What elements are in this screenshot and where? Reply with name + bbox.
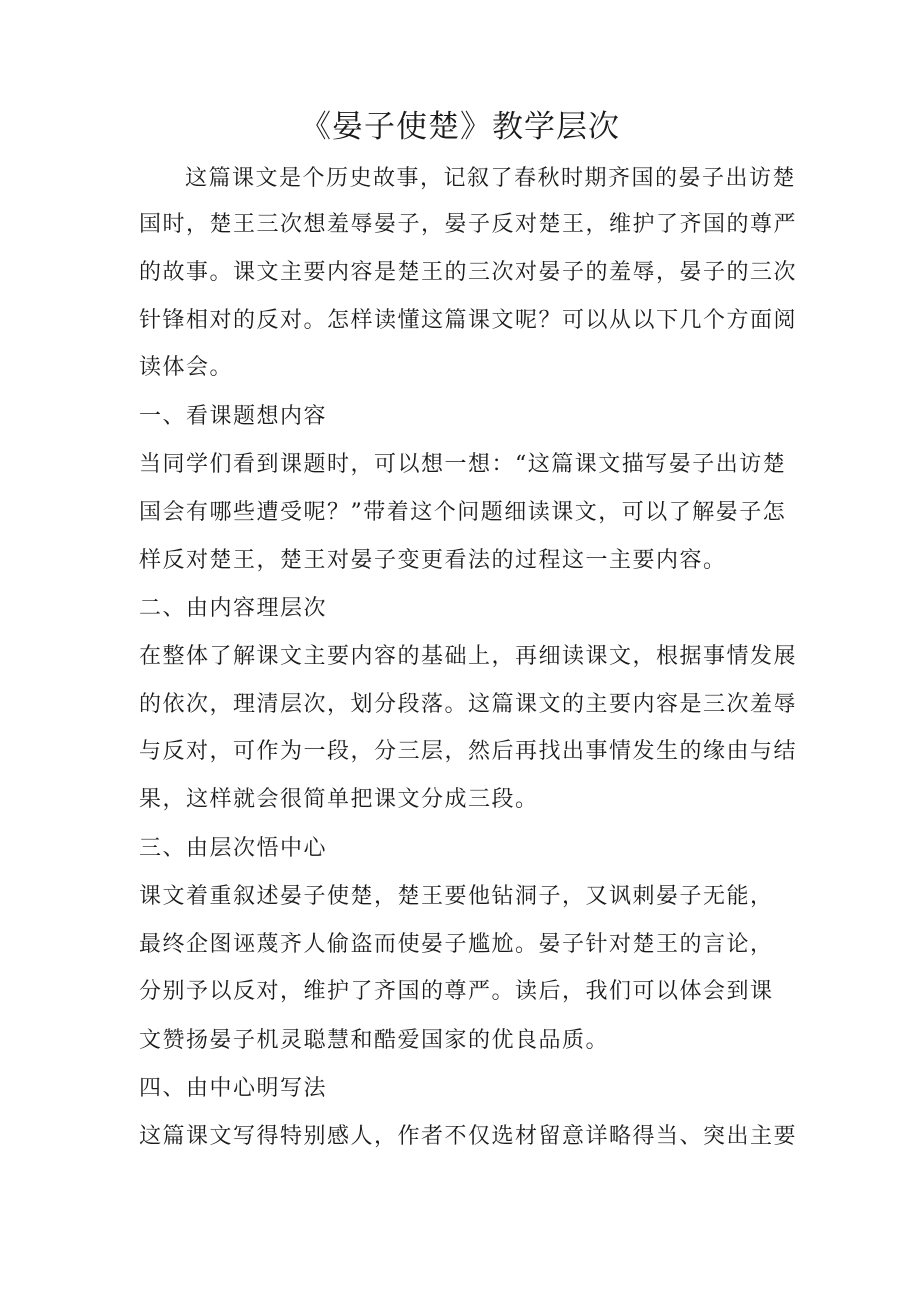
paragraph-line: 与反对，可作为一段，分三层，然后再找出事情发生的缘由与结 — [139, 739, 798, 764]
section-heading: 四、由中心明写法 — [139, 1076, 328, 1101]
section-heading: 二、由内容理层次 — [139, 596, 328, 621]
paragraph-line: 这篇课文是个历史故事，记叙了春秋时期齐国的晏子出访楚 — [185, 166, 797, 191]
section-heading: 一、看课题想内容 — [139, 404, 328, 429]
paragraph-line: 课文着重叙述晏子使楚，楚王要他钻洞子，又讽刺晏子无能， — [139, 884, 774, 909]
paragraph-line: 国会有哪些遭受呢？”带着这个问题细读课文，可以了解晏子怎 — [139, 500, 787, 525]
paragraph-line: 读体会。 — [139, 355, 234, 380]
paragraph-line: 最终企图诬蔑齐人偷盗而使晏子尴尬。晏子针对楚王的言论， — [139, 932, 774, 957]
document-title: 《晏子使楚》教学层次 — [300, 109, 620, 145]
paragraph-line: 文赞扬晏子机灵聪慧和酷爱国家的优良品质。 — [139, 1028, 610, 1053]
paragraph-line: 这篇课文写得特别感人，作者不仅选材留意详略得当、突出主要 — [139, 1124, 798, 1149]
paragraph-line: 当同学们看到课题时，可以想一想：“这篇课文描写晏子出访楚 — [139, 452, 787, 477]
paragraph-line: 分别予以反对，维护了齐国的尊严。读后，我们可以体会到课 — [139, 979, 774, 1004]
paragraph-line: 样反对楚王，楚王对晏子变更看法的过程这一主要内容。 — [139, 548, 727, 573]
section-heading: 三、由层次悟中心 — [139, 836, 328, 861]
paragraph-line: 的故事。课文主要内容是楚王的三次对晏子的羞辱，晏子的三次 — [139, 260, 798, 285]
paragraph-line: 国时，楚王三次想羞辱晏子，晏子反对楚王，维护了齐国的尊严 — [139, 212, 798, 237]
paragraph-line: 果，这样就会很简单把课文分成三段。 — [139, 787, 539, 812]
paragraph-line: 针锋相对的反对。怎样读懂这篇课文呢？可以从以下几个方面阅 — [139, 308, 798, 333]
paragraph-line: 在整体了解课文主要内容的基础上，再细读课文，根据事情发展 — [139, 644, 798, 669]
paragraph-line: 的依次，理清层次，划分段落。这篇课文的主要内容是三次羞辱 — [139, 692, 798, 717]
